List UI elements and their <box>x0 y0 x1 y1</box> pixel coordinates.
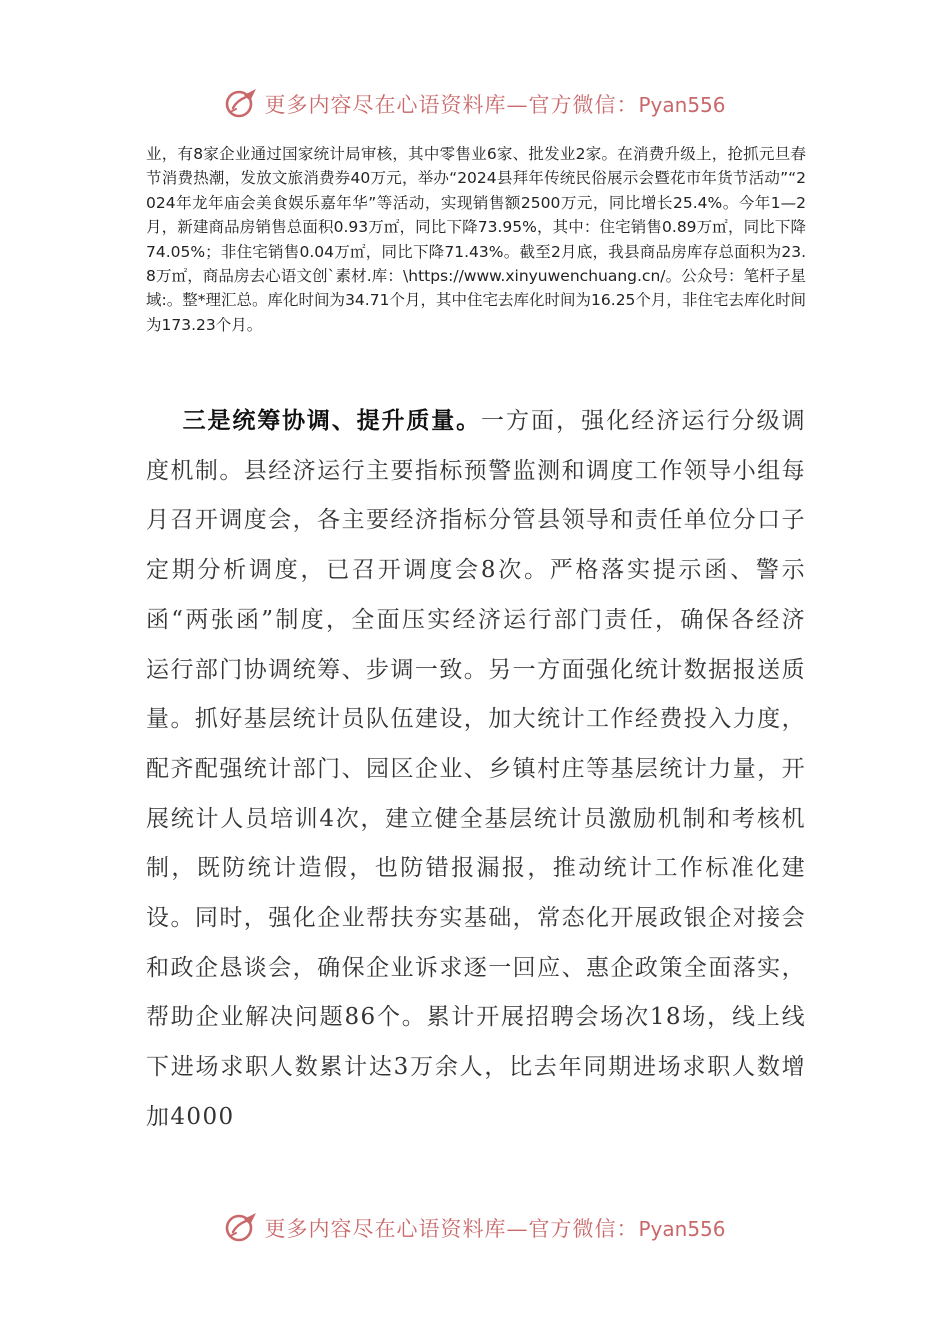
header-banner-wechat-id: Pyan556 <box>638 93 726 117</box>
footer-banner-text <box>264 1213 725 1243</box>
footer-banner <box>0 1206 950 1250</box>
footer-banner-wechat-id: Pyan556 <box>638 1217 726 1241</box>
pen-logo-icon <box>224 87 258 121</box>
section-lead: 三是统筹协调、提升质量。 <box>182 408 481 434</box>
small-paragraph: 业，有8家企业通过国家统计局审核，其中零售业6家、批发业2家。在消费升级上，抢抓元旦春节消费热潮，发放文旅消费券40万元，举办“2024县拜年传统民俗展示会暨花市年货节活动”“2024年龙年庙会美食娱乐嘉年华”等活动，实现销售额2500万元，同比增长25.4%。今年1—2月，新建商品房销售总面积0.93万㎡，同比下降73.95%，其中：住宅销售0.89万㎡，同比下降74.05%；非住宅销售0.04万㎡，同比下降71.43%。截至2月底，我县商品房库存总面积为23.8万㎡，商品房去心语文创`素材.库：\https://www.xinyuwenchuang.cn/。公众号：笔杆子星域:。整*理汇总。库化时间为34.71个月，其中住宅去库化时间为16.25个月，非住宅去库化时间为173.23个月。 <box>146 145 806 334</box>
section-body: 一方面，强化经济运行分级调度机制。县经济运行主要指标预警监测和调度工作领导小组每月召开调度会，各主要经济指标分管县领导和责任单位分口子定期分析调度，已召开调度会8次。严格落实提示函、警示函“两张函”制度，全面压实经济运行部门责任，确保各经济运行部门协调统筹、步调一致。另一方面强化统计数据报送质量。抓好基层统计员队伍建设，加大统计工作经费投入力度，配齐配强统计部门、园区企业、乡镇村庄等基层统计力量，开展统计人员培训4次，建立健全基层统计员激励机制和考核机制，既防统计造假，也防错报漏报，推动统计工作标准化建设。同时，强化企业帮扶夯实基础，常态化开展政银企对接会和政企恳谈会，确保企业诉求逐一回应、惠企政策全面落实，帮助企业解决问题86个。累计开展招聘会场次18场，线上线下进场求职人数累计达3万余人，比去年同期进场求职人数增加4000 <box>146 408 807 1130</box>
footer-banner-label: 更多内容尽在心语资料库—官方微信： <box>264 1217 639 1241</box>
pen-logo-icon <box>224 1211 258 1245</box>
header-banner-label: 更多内容尽在心语资料库—官方微信： <box>264 93 639 117</box>
section-paragraph <box>146 397 806 1143</box>
header-banner <box>0 82 950 126</box>
header-banner-text <box>264 89 725 119</box>
